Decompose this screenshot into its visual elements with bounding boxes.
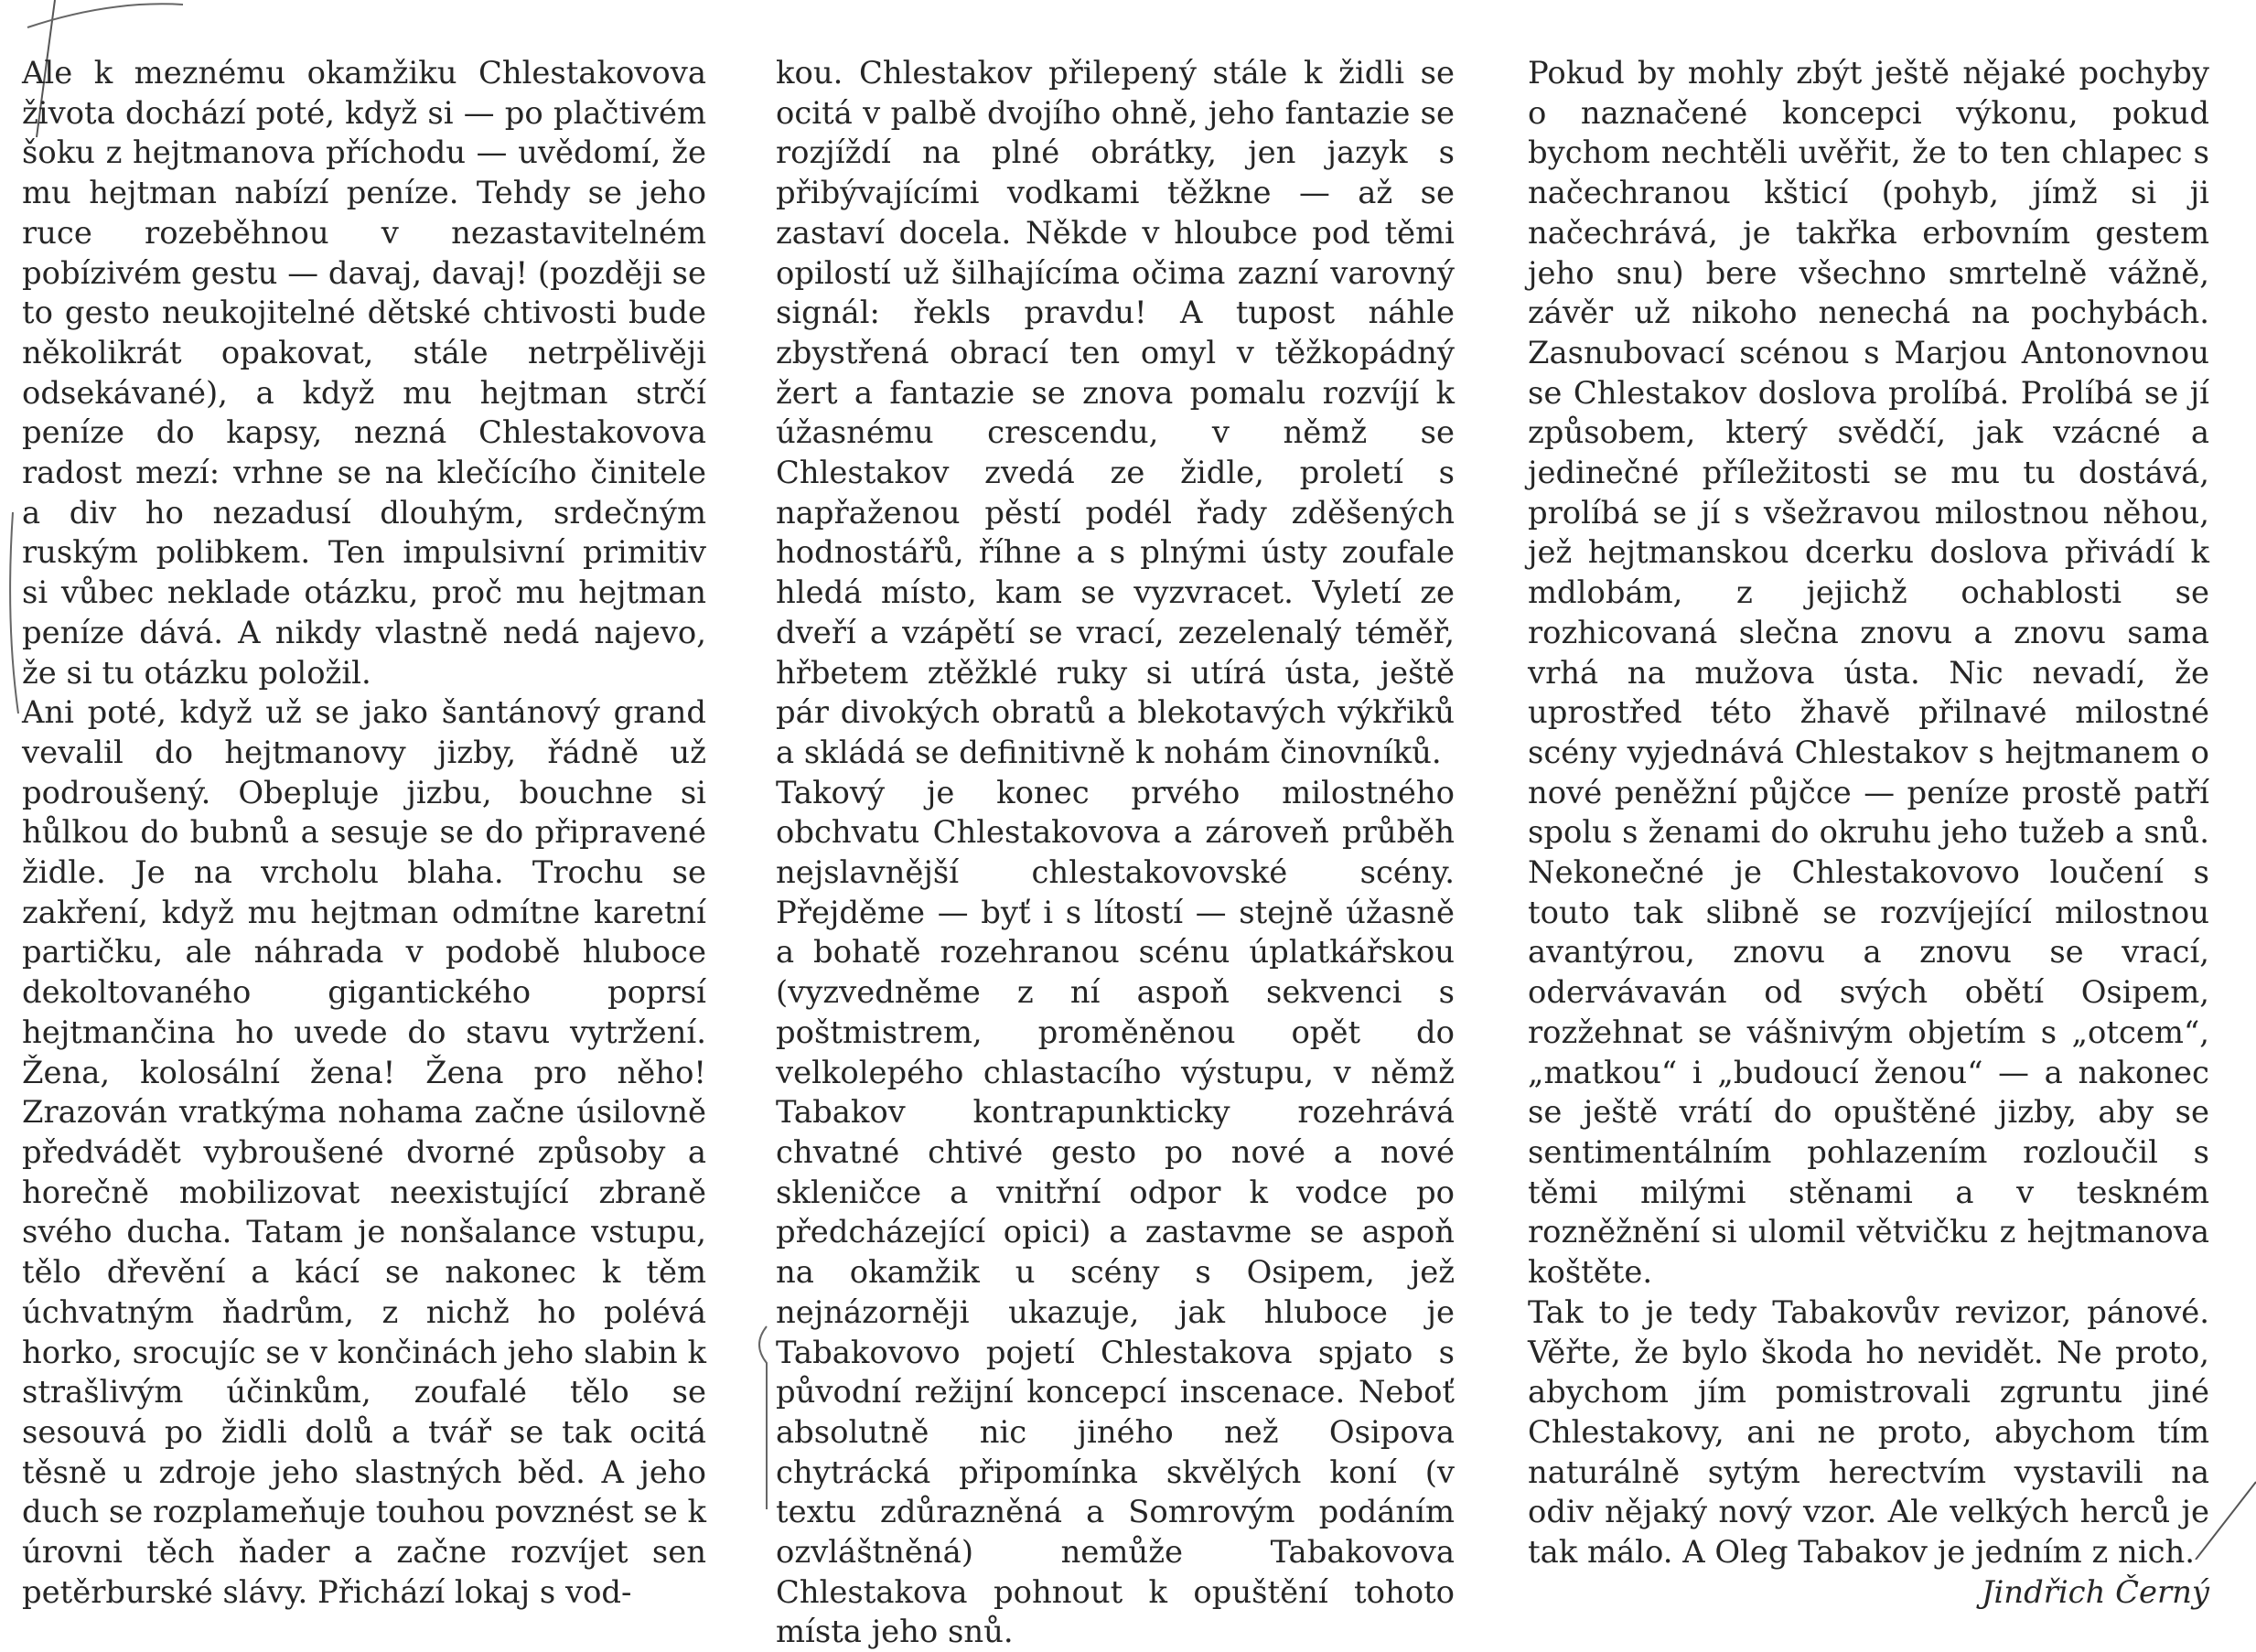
paragraph: kou. Chlestakov přilepený stále k židli se ocitá v palbě dvojího ohně, jeho fantazie se rozjíždí na plné obrátky, jen jazyk s přibývajícími vodkami těžkne — až se zastaví docela. Někde v hloubce pod těmi opilostí už šilhajícíma očima zazní varovný signál: řekls pravdu! A tupost náhle zbystřená obrací ten omyl v těžkopádný žert a fantazie se znova pomalu rozvíjí k úžasnému crescendu, v němž se Chlestakov zvedá ze židle, proletí s napřaženou pěstí podél řady zděšených hodnostářů, říhne a s plnými ústy zoufale hledá místo, kam se vyzvracet. Vyletí ze dveří a vzápětí se vrací, zezelenalý téměř, hřbetem ztěžklé ruky si utírá ústa, ještě pár divokých obratů a blekotavých výkřiků a skládá se definitivně k nohám činovníků. bbox=[776, 55, 1455, 770]
text-column-2 bbox=[776, 53, 1455, 1652]
paragraph: Ale k meznému okamžiku Chlestakovova života dochází poté, když si — po plačtivém šoku z hejtmanova příchodu — uvědomí, že mu hejtman nabízí peníze. Tehdy se jeho ruce rozeběhnou v nezastavitelném pobízivém gestu — davaj, davaj! (později se to gesto neukojitelné dětské chtivosti bude několikrát opakovat, stále netrpělivěji odsekávané), a když mu hejtman strčí peníze do kapsy, nezná Chlestakovova radost mezí: vrhne se na klečícího činitele a div ho nezadusí dlouhým, srdečným ruským polibkem. Ten impulsivní primitiv si vůbec neklade otázku, proč mu hejtman peníze dává. A nikdy vlastně nedá najevo, že si tu otázku položil. bbox=[22, 55, 706, 691]
paragraph: Pokud by mohly zbýt ještě nějaké pochyby o naznačené koncepci výkonu, pokud bychom nechtěli uvěřit, že to ten chlapec s načechranou kšticí (pohyb, jímž si ji načechrává, je takřka erbovním gestem jeho snu) bere všechno smrtelně vážně, závěr už nikoho nenechá na pochybách. Zasnubovací scénou s Marjou Antonovnou se Chlestakov doslova prolíbá. Prolíbá se jí způsobem, který svědčí, jak vzácné a jedinečné příležitosti se mu tu dostává, prolíbá se jí s všežravou milostnou něhou, jež hejtmanskou dcerku doslova přivádí k mdlobám, z jejichž ochablosti se rozhicovaná slečna znovu a znovu sama vrhá na mužova ústa. Nic nevadí, že uprostřed této žhavě přilnavé milostné scény vyjednává Chlestakov s hejtmanem o nové peněžní půjčce — peníze prostě patří spolu s ženami do okruhu jeho tužeb a snů. Nekonečné je Chlestakovovo loučení s touto tak slibně se rozvíjející milostnou avantýrou, znovu a znovu se vrací, odervávaván od svých obětí Osipem, rozžehnat se vášnivým objetím s „otcem“, „matkou“ i „budoucí ženou“ — a nakonec se ještě vrátí do opuštěné jizby, aby se sentimentálním pohlazením rozloučil s těmi milými stěnami a v teskném rozněžnění si ulomil větvičku z hejtmanova koštěte. bbox=[1528, 55, 2209, 1291]
author-signature: Jindřich Černý bbox=[1981, 1573, 2209, 1610]
pencil-stroke-left-margin bbox=[10, 512, 18, 713]
paragraph: Takový je konec prvého milostného obchvatu Chlestakovova a zároveň průběh nejslavnější chlestakovovské scény. Přejděme — byť i s lítostí — stejně úžasně a bohatě rozehranou scénu úplatkářskou (vyzvedněme z ní aspoň sekvenci s poštmistrem, proměněnou opět do velkolepého chlastacího výstupu, v němž Tabakov kontrapunkticky rozehrává chvatné chtivé gesto po nové a nové skleničce a vnitřní odpor k vodce po předcházející opici) a zastavme se aspoň na okamžik u scény s Osipem, jež nejnázorněji ukazuje, jak hluboce je Tabakovovo pojetí Chlestakova spjato s původní režijní koncepcí inscenace. Neboť absolutně nic jiného než Osipova chytrácká připomínka skvělých koní (v textu zdůrazněná a Somrovým podáním ozvláštněná) nemůže Tabakovova Chlestakova pohnout k opuštění tohoto místa jeho snů. bbox=[776, 774, 1455, 1650]
text-column-3 bbox=[1528, 53, 2209, 1612]
text-column-1 bbox=[22, 53, 706, 1612]
paragraph: Ani poté, když už se jako šantánový grand vevalil do hejtmanovy jizby, řádně už podroušený. Obepluje jizbu, bouchne si hůlkou do bubnů a sesuje se do připravené židle. Je na vrcholu blaha. Trochu se zakření, když mu hejtman odmítne karetní partičku, ale náhrada v podobě hluboce dekoltovaného gigantického poprsí hejtmančina ho uvede do stavu vytržení. Žena, kolosální žena! Žena pro něho! Zrazován vratkýma nohama začne úsilovně předvádět vybroušené dvorné způsoby a horečně mobilizovat neexistující zbraně svého ducha. Tatam je nonšalance vstupu, tělo dřevění a kácí se nakonec k těm úchvatným ňadrům, z nichž ho polévá horko, srocujíc se v končinách jeho slabin k strašlivým účinkům, zoufalé tělo se sesouvá po židli dolů a tvář se tak ocitá těsně u zdroje jeho slastných běd. A jeho duch se rozplameňuje touhou povznést se k úrovni těch ňader a začne rozvíjet sen petěrburské slávy. Přichází lokaj s vod- bbox=[22, 694, 706, 1610]
pencil-bracket-col2 bbox=[759, 1326, 767, 1509]
paragraph: Tak to je tedy Tabakovův revizor, pánové. Věřte, že bylo škoda ho nevidět. Ne proto, abychom jím pomistrovali zgruntu jiné Chlestakovy, ani ne proto, abychom tím naturálně sytým herectvím vystavili na odiv nějaký nový vzor. Ale velkých herců je tak málo. A Oleg Tabakov je jedním z nich. bbox=[1528, 1293, 2209, 1571]
pencil-arc-top-left bbox=[27, 4, 183, 27]
